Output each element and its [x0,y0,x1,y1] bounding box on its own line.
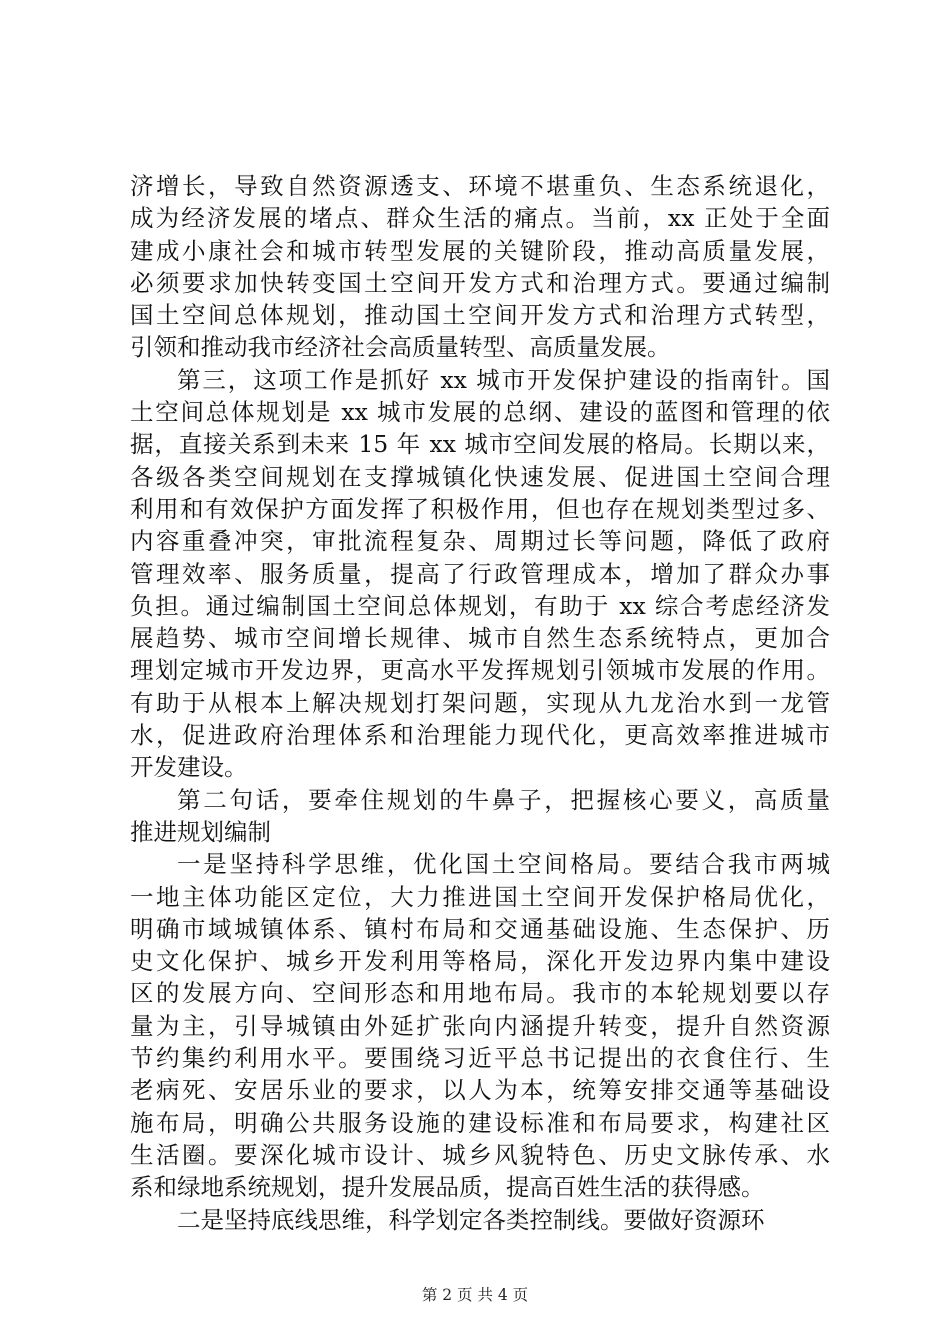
text-line: 施布局，明确公共服务设施的建设标准和布局要求，构建社区 [130,1108,830,1137]
paragraph-third-point [130,364,830,784]
text-line: 生活圈。要深化城市设计、城乡风貌特色、历史文脉传承、水 [130,1140,830,1169]
text-line: 老病死、安居乐业的要求，以人为本，统筹安排交通等基础设 [130,1076,830,1105]
text-line: 土空间总体规划是 xx 城市发展的总纲、建设的蓝图和管理的依 [130,398,830,427]
text-line: 推进规划编制 [130,817,271,846]
text-line: 开发建设。 [130,753,248,782]
text-line: 成为经济发展的堵点、群众生活的痛点。当前，xx 正处于全面 [130,204,830,233]
text-line: 利用和有效保护方面发挥了积极作用，但也存在规划类型过多、 [130,494,830,523]
text-line: 展趋势、城市空间增长规律、城市自然生态系统特点，更加合 [130,624,830,653]
paragraph-point-one [130,848,830,1203]
text-line: 量为主，引导城镇由外延扩张向内涵提升转变，提升自然资源 [130,1011,830,1040]
text-line: 必须要求加快转变国土空间开发方式和治理方式。要通过编制 [130,268,830,297]
text-line: 有助于从根本上解决规划打架问题，实现从九龙治水到一龙管 [130,688,830,717]
text-line: 管理效率、服务质量，提高了行政管理成本，增加了群众办事 [130,559,830,588]
paragraph-continuation [130,170,830,364]
text-line: 二是坚持底线思维，科学划定各类控制线。要做好资源环 [177,1205,765,1234]
text-line: 理划定城市开发边界，更高水平发挥规划引领城市发展的作用。 [130,656,830,685]
text-line: 区的发展方向、空间形态和用地布局。我市的本轮规划要以存 [130,979,830,1008]
text-line: 据，直接关系到未来 15 年 xx 城市空间发展的格局。长期以来， [130,430,830,459]
text-line: 国土空间总体规划，推动国土空间开发方式和治理方式转型， [130,301,830,330]
text-line: 明确市域城镇体系、镇村布局和交通基础设施、生态保护、历 [130,914,830,943]
text-line: 水，促进政府治理体系和治理能力现代化，更高效率推进城市 [130,721,830,750]
text-line: 负担。通过编制国土空间总体规划，有助于 xx 综合考虑经济发 [130,591,830,620]
text-line: 第二句话，要牵住规划的牛鼻子，把握核心要义，高质量 [177,785,830,814]
paragraph-point-two [130,1204,830,1236]
text-line: 建成小康社会和城市转型发展的关键阶段，推动高质量发展， [130,236,830,265]
text-line: 各级各类空间规划在支撑城镇化快速发展、促进国土空间合理 [130,462,830,491]
text-line: 一地主体功能区定位，大力推进国土空间开发保护格局优化， [130,882,830,911]
text-line: 第三，这项工作是抓好 xx 城市开发保护建设的指南针。国 [177,365,830,394]
text-line: 济增长，导致自然资源透支、环境不堪重负、生态系统退化， [130,172,830,200]
text-line: 节约集约利用水平。要围绕习近平总书记提出的衣食住行、生 [130,1044,830,1073]
text-line: 引领和推动我市经济社会高质量转型、高质量发展。 [130,333,671,362]
text-line: 史文化保护、城乡开发利用等格局，深化开发边界内集中建设 [130,947,830,976]
text-line: 一是坚持科学思维，优化国土空间格局。要结合我市两城 [177,850,830,879]
text-line: 系和绿地系统规划，提升发展品质，提高百姓生活的获得感。 [130,1173,765,1202]
document-body [130,170,830,1236]
text-line: 内容重叠冲突，审批流程复杂、周期过长等问题，降低了政府 [130,527,830,556]
page-footer: 第 2 页 共 4 页 [421,1286,529,1304]
paragraph-second-sentence-heading [130,784,830,849]
